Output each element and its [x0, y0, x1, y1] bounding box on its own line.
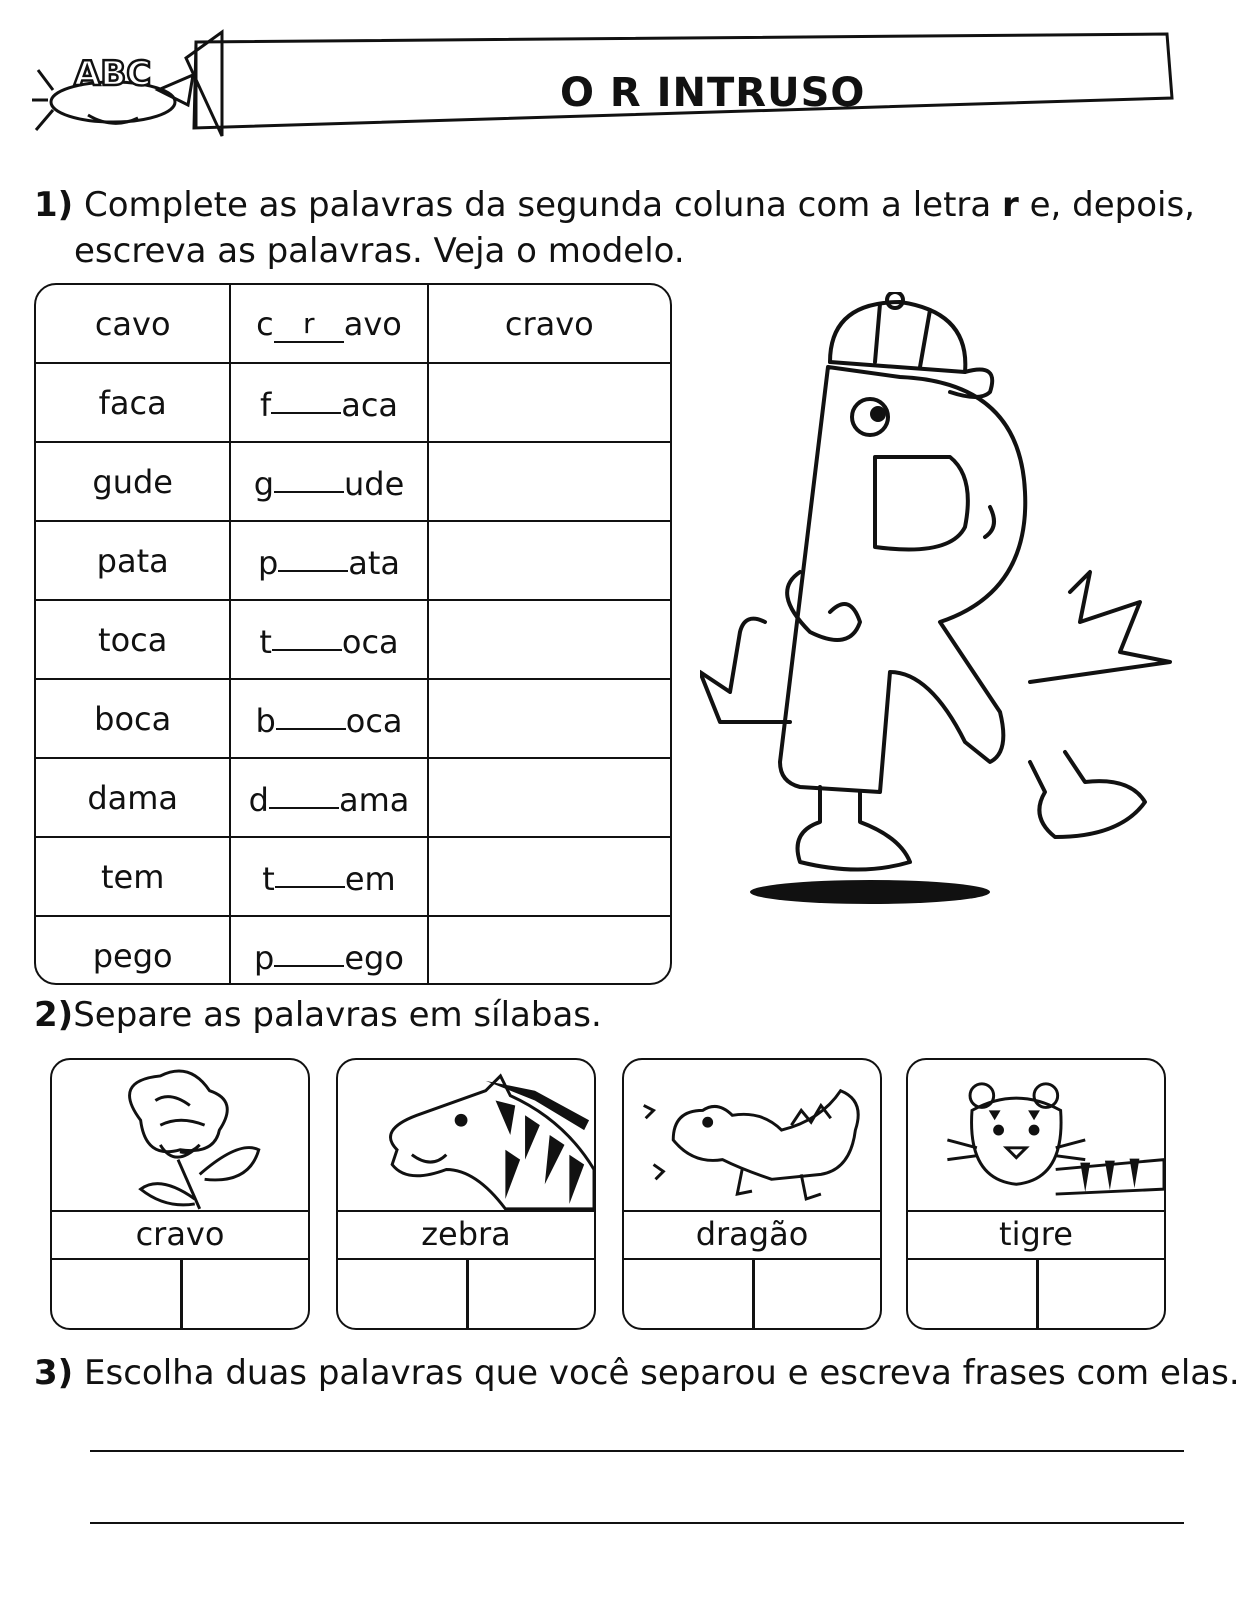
abc-airplane-logo-icon — [28, 30, 198, 140]
fill-in-word — [230, 521, 427, 600]
table-row — [36, 837, 670, 916]
word-suffix: oca — [345, 701, 403, 740]
question-3 — [34, 1350, 1240, 1396]
card-word: dragão — [624, 1210, 880, 1260]
table-row — [36, 442, 670, 521]
letter-blank[interactable] — [271, 382, 341, 414]
syllable-divider — [466, 1260, 469, 1330]
original-word: cavo — [36, 285, 230, 363]
word-prefix: t — [259, 622, 272, 661]
original-word: boca — [36, 679, 230, 758]
syllable-card-zebra — [336, 1058, 596, 1330]
question-3-text: Escolha duas palavras que você separou e escreva frases com elas. — [84, 1353, 1240, 1393]
card-word: tigre — [908, 1210, 1164, 1260]
question-3-number: 3) — [34, 1353, 74, 1393]
table-row — [36, 363, 670, 442]
syllable-card-dragao — [622, 1058, 882, 1330]
tiger-icon — [908, 1060, 1164, 1210]
letter-blank[interactable] — [274, 461, 344, 493]
answer-cell[interactable] — [428, 442, 670, 521]
table-row — [36, 758, 670, 837]
word-prefix: g — [253, 464, 274, 503]
word-suffix: ata — [348, 543, 401, 582]
answer-cell[interactable] — [428, 916, 670, 985]
question-1 — [34, 182, 1224, 274]
word-prefix: p — [254, 938, 275, 977]
writing-line-2[interactable] — [90, 1522, 1184, 1524]
table-row — [36, 916, 670, 985]
table-row — [36, 679, 670, 758]
answer-cell[interactable] — [428, 679, 670, 758]
word-prefix: b — [255, 701, 276, 740]
table-row — [36, 285, 670, 363]
word-suffix: aca — [341, 385, 399, 424]
svg-text:ABC: ABC — [74, 54, 152, 94]
table-row — [36, 521, 670, 600]
fill-in-word — [230, 679, 427, 758]
original-word: tem — [36, 837, 230, 916]
word-suffix: avo — [343, 304, 402, 343]
fill-in-word — [230, 363, 427, 442]
fill-in-word — [230, 837, 427, 916]
fill-in-word — [230, 442, 427, 521]
question-2-number: 2) — [34, 995, 74, 1035]
letter-blank[interactable] — [276, 698, 346, 730]
table-row — [36, 600, 670, 679]
original-word: pego — [36, 916, 230, 985]
question-2 — [34, 992, 602, 1038]
answer-cell[interactable] — [428, 363, 670, 442]
card-word: zebra — [338, 1210, 594, 1260]
syllable-divider — [1036, 1260, 1039, 1330]
question-1-text-start: Complete as palavras da segunda coluna com a letra — [84, 185, 1003, 225]
writing-line-1[interactable] — [90, 1450, 1184, 1452]
question-1-text-line2: escreva as palavras. Veja o modelo. — [74, 231, 685, 271]
syllable-card-cravo — [50, 1058, 310, 1330]
original-word: pata — [36, 521, 230, 600]
original-word: dama — [36, 758, 230, 837]
letter-blank[interactable]: r — [274, 311, 344, 343]
word-prefix: d — [248, 780, 269, 819]
word-prefix: c — [256, 304, 274, 343]
letter-blank[interactable] — [275, 856, 345, 888]
answer-cell[interactable] — [428, 600, 670, 679]
answer-cell[interactable] — [428, 837, 670, 916]
question-1-bold-letter: r — [1002, 185, 1019, 225]
word-table — [34, 283, 672, 985]
word-suffix: ude — [344, 464, 405, 503]
word-prefix: p — [257, 543, 279, 582]
zebra-icon — [338, 1060, 594, 1210]
letter-blank[interactable] — [272, 619, 342, 651]
syllable-card-tigre — [906, 1058, 1166, 1330]
letter-blank[interactable] — [278, 540, 348, 572]
carnation-icon — [52, 1060, 308, 1210]
fill-in-word — [230, 916, 427, 985]
question-1-text-end: e, depois, — [1018, 185, 1195, 225]
card-word: cravo — [52, 1210, 308, 1260]
original-word: toca — [36, 600, 230, 679]
word-suffix: oca — [341, 622, 399, 661]
fill-in-word — [230, 285, 427, 363]
word-suffix: ama — [338, 780, 410, 819]
r-character-illustration-icon — [700, 292, 1180, 912]
letter-blank[interactable] — [274, 935, 344, 967]
word-prefix: t — [262, 859, 275, 898]
question-1-number: 1) — [34, 185, 74, 225]
answer-cell[interactable] — [428, 758, 670, 837]
fill-in-word — [230, 758, 427, 837]
answer-cell[interactable]: cravo — [428, 285, 670, 363]
letter-blank[interactable] — [269, 777, 339, 809]
question-2-text: Separe as palavras em sílabas. — [73, 995, 602, 1035]
answer-cell[interactable] — [428, 521, 670, 600]
page-title: O R INTRUSO — [560, 70, 866, 116]
syllable-divider — [752, 1260, 755, 1330]
word-suffix: ego — [344, 938, 404, 977]
word-prefix: f — [259, 385, 272, 424]
syllable-divider — [180, 1260, 183, 1330]
fill-in-word — [230, 600, 427, 679]
dragon-icon — [624, 1060, 880, 1210]
original-word: gude — [36, 442, 230, 521]
original-word: faca — [36, 363, 230, 442]
word-suffix: em — [344, 859, 396, 898]
